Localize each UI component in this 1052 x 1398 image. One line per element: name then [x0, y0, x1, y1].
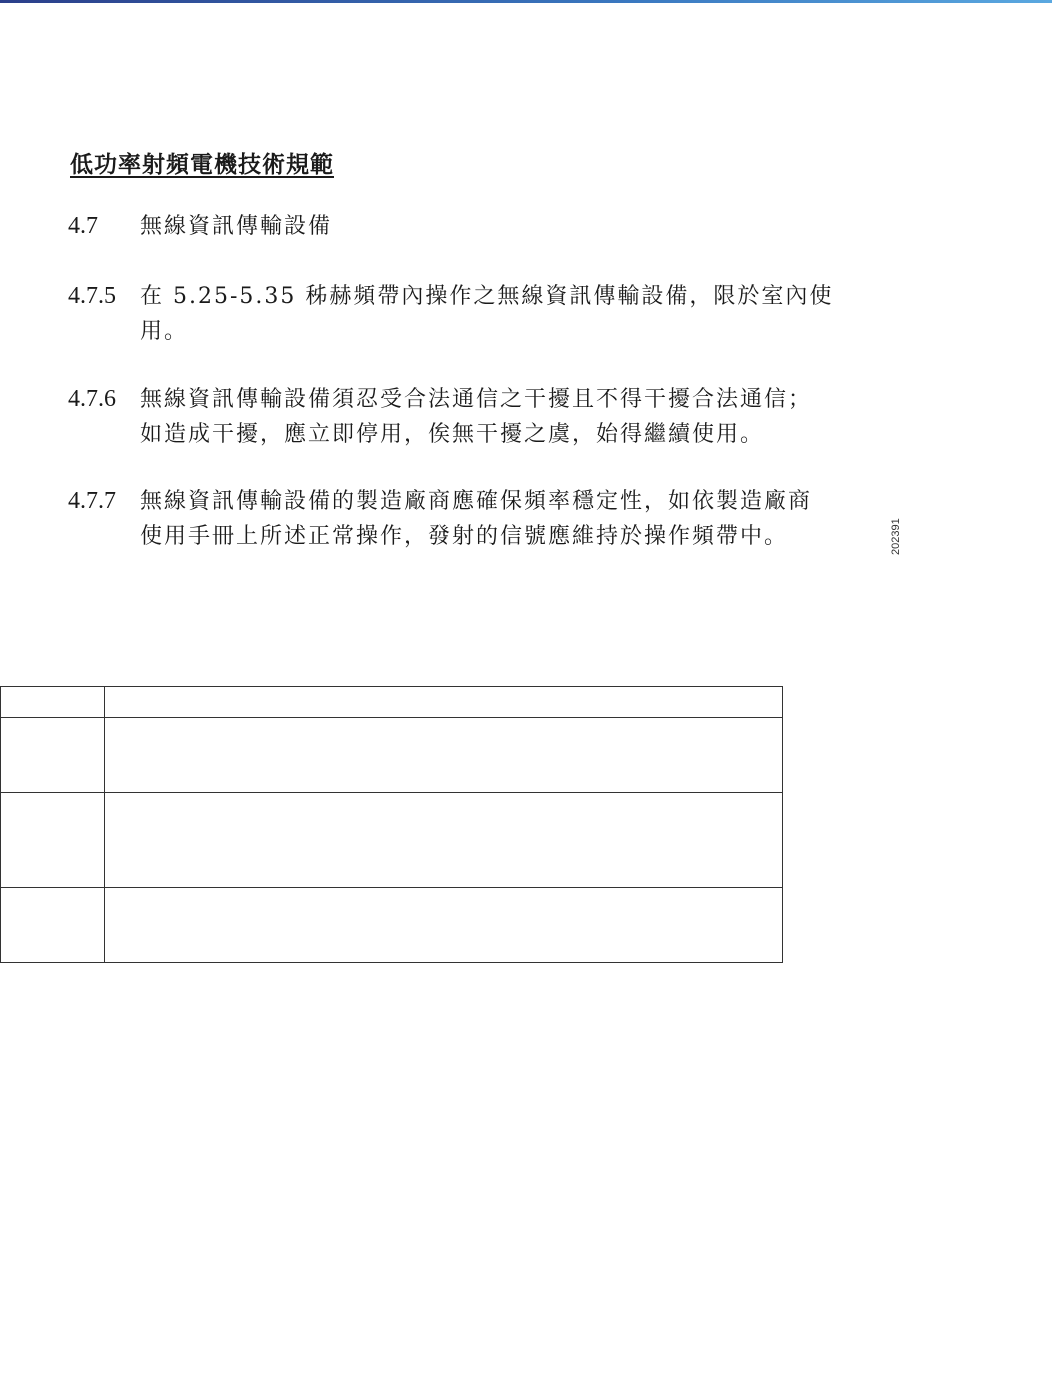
table-cell [1, 888, 105, 963]
section-number: 4.7 [68, 213, 98, 239]
section-number: 4.7.7 [68, 488, 116, 514]
section-text: 在 5.25-5.35 秭赫頻帶內操作之無線資訊傳輸設備，限於室內使 用。 [140, 284, 834, 344]
section-text: 無線資訊傳輸設備須忍受合法通信之干擾且不得干擾合法通信； 如造成干擾，應立即停用，俟無干擾之虞，始得繼續使用。 [140, 387, 813, 447]
section-4-7-5 [68, 279, 898, 349]
figure-code-label: 202391 [890, 518, 902, 555]
table-cell [105, 718, 783, 793]
section-text: 無線資訊傳輸設備的製造廠商應確保頻率穩定性，如依製造廠商 使用手冊上所述正常操作，發射的信號應維持於操作頻帶中。 [140, 489, 813, 549]
table-cell [105, 888, 783, 963]
section-4-7-6 [68, 382, 898, 452]
table-cell [1, 793, 105, 888]
table-cell [1, 687, 105, 718]
section-number: 4.7.6 [68, 386, 116, 412]
section-number: 4.7.5 [68, 283, 116, 309]
table-row [1, 687, 783, 718]
table-row [1, 888, 783, 963]
table-cell [105, 687, 783, 718]
document-title: 低功率射頻電機技術規範 [70, 151, 334, 178]
table-row [1, 718, 783, 793]
section-4-7-7 [68, 484, 898, 554]
table-cell [105, 793, 783, 888]
table-row [1, 793, 783, 888]
section-text: 無線資訊傳輸設備 [140, 214, 333, 239]
table-cell [1, 718, 105, 793]
empty-table [0, 686, 783, 963]
section-4-7 [68, 209, 898, 244]
top-header-rule [0, 0, 1052, 3]
